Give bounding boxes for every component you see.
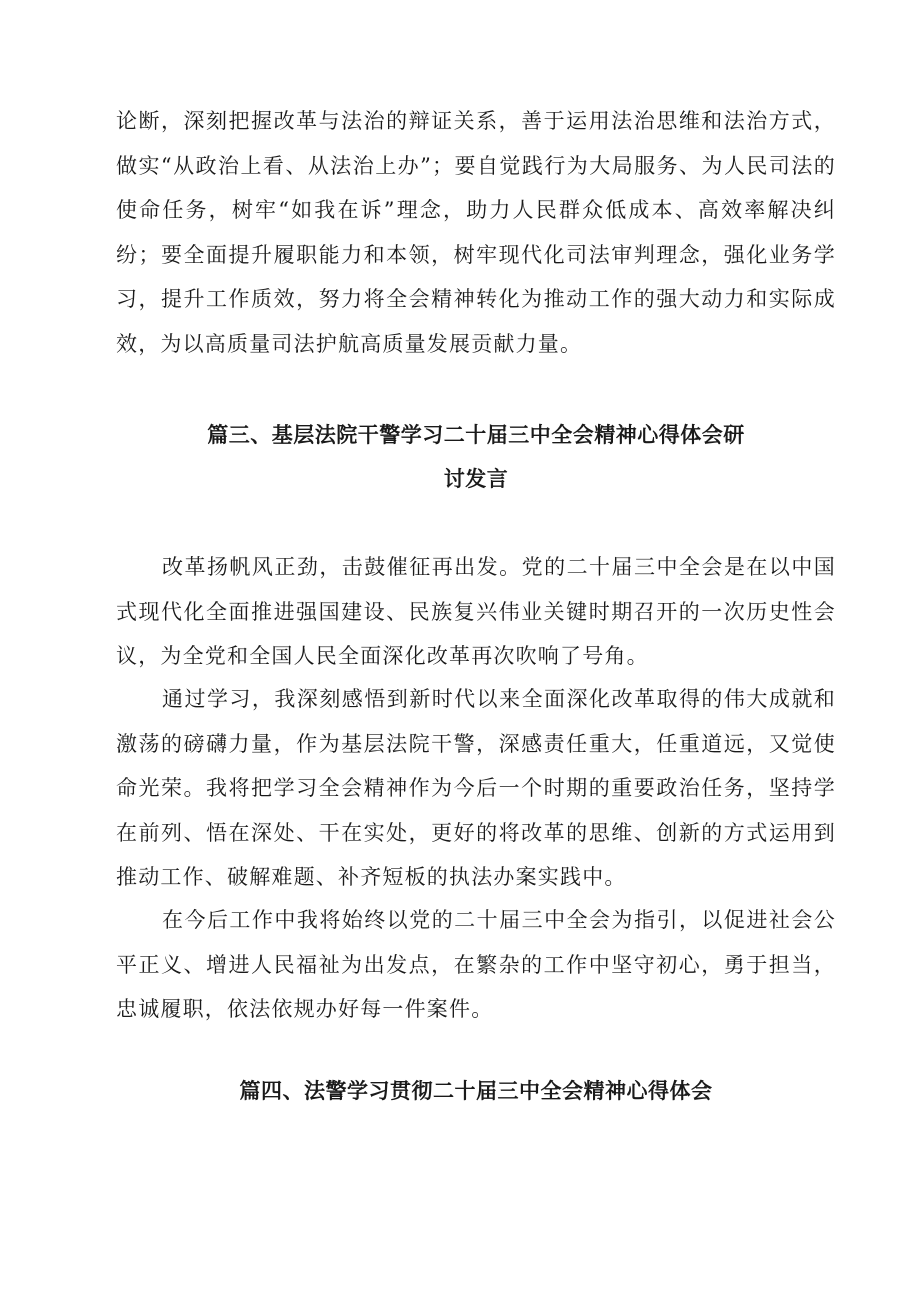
continued-paragraph: 论断，深刻把握改革与法治的辩证关系，善于运用法治思维和法治方式，做实“从政治上看、从法治上办”；要自觉践行为大局服务、为人民司法的使命任务，树牢“如我在诉”理念，助力人民群众低成本、高效率解决纠纷；要全面提升履职能力和本领，树牢现代化司法审判理念，强化业务学习，提升工作质效，努力将全会精神转化为推动工作的强大动力和实际成效，为以高质量司法护航高质量发展贡献力量。	[116, 109, 836, 356]
section-3-title-line-2: 讨发言	[443, 467, 509, 491]
section-3-title-line-1: 篇三、基层法院干警学习二十届三中全会精神心得体会研	[207, 423, 745, 447]
section-3-paragraph-1: 改革扬帆风正劲，击鼓催征再出发。党的二十届三中全会是在以中国式现代化全面推进强国建设、民族复兴伟业关键时期召开的一次历史性会议，为全党和全国人民全面深化改革再次吹响了号角。	[116, 555, 836, 668]
section-4-title: 篇四、法警学习贯彻二十届三中全会精神心得体会	[239, 1079, 713, 1103]
section-3-paragraph-3: 在今后工作中我将始终以党的二十届三中全会为指引，以促进社会公平正义、增进人民福祉为出发点，在繁杂的工作中坚守初心，勇于担当，忠诚履职，依法依规办好每一件案件。	[116, 908, 836, 1021]
section-3-title	[116, 413, 836, 501]
section-3-paragraph-2: 通过学习，我深刻感悟到新时代以来全面深化改革取得的伟大成就和激荡的磅礴力量，作为基层法院干警，深感责任重大，任重道远，又觉使命光荣。我将把学习全会精神作为今后一个时期的重要政治任务，坚持学在前列、悟在深处、干在实处，更好的将改革的思维、创新的方式运用到推动工作、破解难题、补齐短板的执法办案实践中。	[116, 687, 836, 889]
